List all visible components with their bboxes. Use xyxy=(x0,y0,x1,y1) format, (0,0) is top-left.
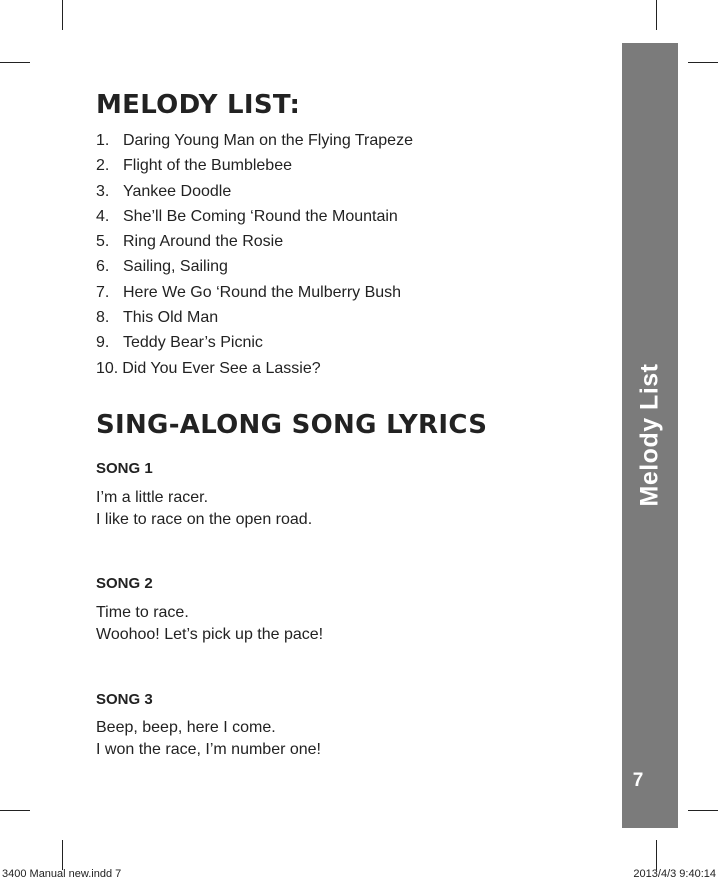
song-title: SONG 3 xyxy=(96,691,153,708)
list-item: 2. Flight of the Bumblebee xyxy=(96,157,292,175)
crop-mark xyxy=(656,840,657,870)
melody-list xyxy=(96,131,413,384)
crop-mark xyxy=(656,0,657,30)
list-item: 10. Did You Ever See a Lassie? xyxy=(96,359,321,377)
list-item: 8. This Old Man xyxy=(96,309,219,327)
list-item: 5. Ring Around the Rosie xyxy=(96,233,284,251)
song-lyrics: I’m a little racer. I like to race on the open road. xyxy=(96,489,313,528)
crop-mark xyxy=(0,62,30,63)
list-item: 4. She’ll Be Coming ‘Round the Mountain xyxy=(96,207,398,225)
crop-mark xyxy=(62,840,63,870)
song-title: SONG 2 xyxy=(96,575,153,592)
list-item: 3. Yankee Doodle xyxy=(96,182,232,200)
song-lyrics: Beep, beep, here I come. I won the race, I’m number one! xyxy=(96,719,321,758)
page-number: 7 xyxy=(632,770,644,791)
crop-mark xyxy=(62,0,63,30)
list-item: 1. Daring Young Man on the Flying Trapeze xyxy=(96,132,413,149)
crop-mark xyxy=(688,62,718,63)
list-item: 6. Sailing, Sailing xyxy=(96,258,228,276)
song-lyrics: Time to race. Woohoo! Let’s pick up the pace! xyxy=(96,604,324,643)
lyrics-heading: SING-ALONG SONG LYRICS xyxy=(96,410,488,440)
footer-timestamp: 2013/4/3 9:40:14 xyxy=(633,868,716,880)
list-item: 9. Teddy Bear’s Picnic xyxy=(96,334,263,352)
crop-mark xyxy=(0,810,30,811)
side-tab-label: Melody List xyxy=(635,363,664,507)
list-item: 7. Here We Go ‘Round the Mulberry Bush xyxy=(96,283,402,301)
footer-file-info: 3400 Manual new.indd 7 xyxy=(2,868,122,880)
melody-list-heading: MELODY LIST: xyxy=(96,90,301,120)
crop-mark xyxy=(688,810,718,811)
song-title: SONG 1 xyxy=(96,460,153,477)
